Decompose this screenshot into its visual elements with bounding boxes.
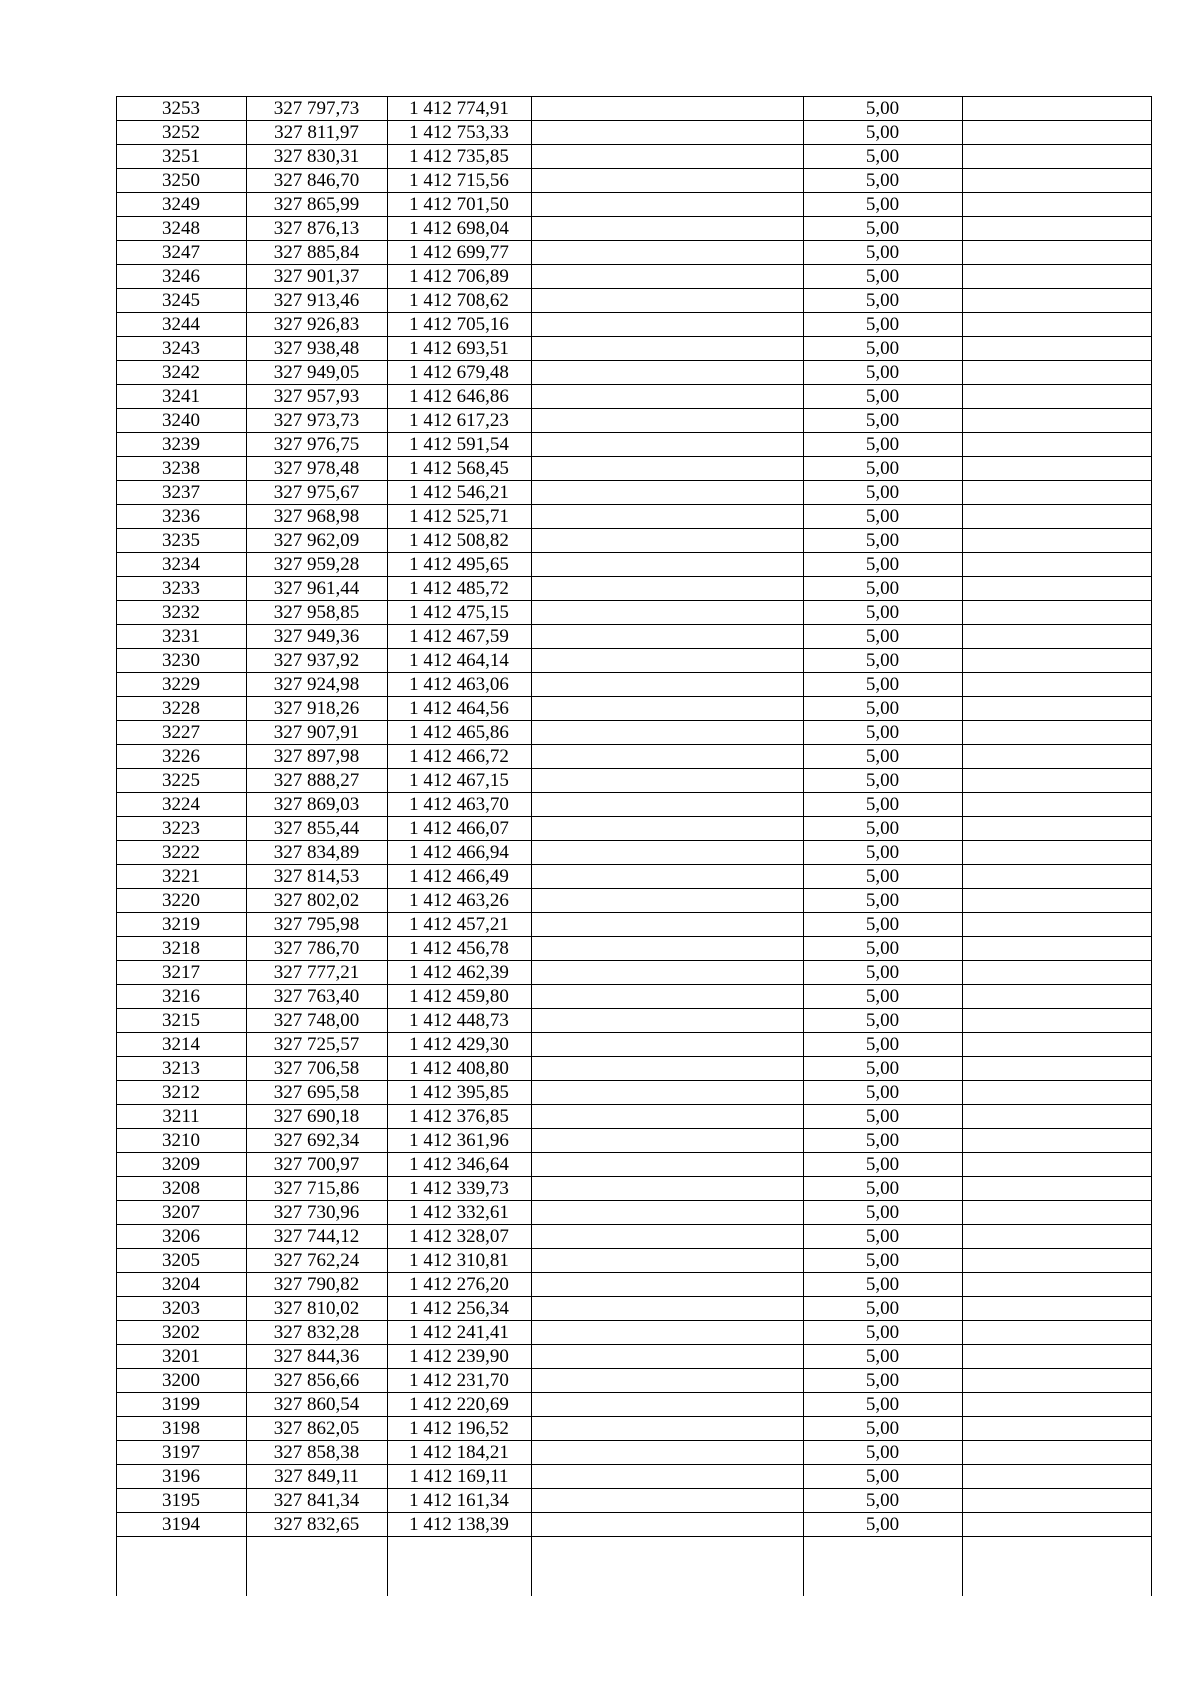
point-number-cell: 3194 bbox=[116, 1513, 246, 1537]
point-number-cell: 3235 bbox=[116, 529, 246, 553]
value-cell: 5,00 bbox=[803, 1225, 962, 1249]
y-coordinate-cell: 1 412 699,77 bbox=[387, 241, 531, 265]
point-number-cell: 3242 bbox=[116, 361, 246, 385]
y-coordinate-cell: 1 412 466,07 bbox=[387, 817, 531, 841]
value-cell: 5,00 bbox=[803, 697, 962, 721]
x-coordinate-cell: 327 706,58 bbox=[246, 1057, 387, 1081]
value-cell: 5,00 bbox=[803, 865, 962, 889]
column-line bbox=[962, 96, 963, 1596]
point-number-cell: 3198 bbox=[116, 1417, 246, 1441]
column-line bbox=[387, 96, 388, 1596]
value-cell: 5,00 bbox=[803, 193, 962, 217]
x-coordinate-cell: 327 797,73 bbox=[246, 97, 387, 121]
x-coordinate-cell: 327 692,34 bbox=[246, 1129, 387, 1153]
point-number-cell: 3248 bbox=[116, 217, 246, 241]
y-coordinate-cell: 1 412 568,45 bbox=[387, 457, 531, 481]
value-cell: 5,00 bbox=[803, 265, 962, 289]
x-coordinate-cell: 327 748,00 bbox=[246, 1009, 387, 1033]
value-cell: 5,00 bbox=[803, 505, 962, 529]
y-coordinate-cell: 1 412 708,62 bbox=[387, 289, 531, 313]
x-coordinate-cell: 327 832,28 bbox=[246, 1321, 387, 1345]
x-coordinate-cell: 327 690,18 bbox=[246, 1105, 387, 1129]
x-coordinate-cell: 327 810,02 bbox=[246, 1297, 387, 1321]
value-cell: 5,00 bbox=[803, 1513, 962, 1537]
value-cell: 5,00 bbox=[803, 673, 962, 697]
value-cell: 5,00 bbox=[803, 769, 962, 793]
y-coordinate-cell: 1 412 693,51 bbox=[387, 337, 531, 361]
point-number-cell: 3230 bbox=[116, 649, 246, 673]
y-coordinate-cell: 1 412 701,50 bbox=[387, 193, 531, 217]
point-number-cell: 3211 bbox=[116, 1105, 246, 1129]
y-coordinate-cell: 1 412 646,86 bbox=[387, 385, 531, 409]
y-coordinate-cell: 1 412 525,71 bbox=[387, 505, 531, 529]
x-coordinate-cell: 327 918,26 bbox=[246, 697, 387, 721]
point-number-cell: 3228 bbox=[116, 697, 246, 721]
value-cell: 5,00 bbox=[803, 97, 962, 121]
column-line bbox=[246, 96, 247, 1596]
value-cell: 5,00 bbox=[803, 457, 962, 481]
x-coordinate-cell: 327 862,05 bbox=[246, 1417, 387, 1441]
value-cell: 5,00 bbox=[803, 1249, 962, 1273]
point-number-cell: 3209 bbox=[116, 1153, 246, 1177]
point-number-cell: 3203 bbox=[116, 1297, 246, 1321]
point-number-cell: 3205 bbox=[116, 1249, 246, 1273]
y-coordinate-cell: 1 412 508,82 bbox=[387, 529, 531, 553]
y-coordinate-cell: 1 412 138,39 bbox=[387, 1513, 531, 1537]
point-number-cell: 3240 bbox=[116, 409, 246, 433]
point-number-cell: 3252 bbox=[116, 121, 246, 145]
y-coordinate-cell: 1 412 332,61 bbox=[387, 1201, 531, 1225]
point-number-cell: 3226 bbox=[116, 745, 246, 769]
x-coordinate-cell: 327 968,98 bbox=[246, 505, 387, 529]
value-cell: 5,00 bbox=[803, 1297, 962, 1321]
value-cell: 5,00 bbox=[803, 625, 962, 649]
y-coordinate-cell: 1 412 256,34 bbox=[387, 1297, 531, 1321]
value-cell: 5,00 bbox=[803, 217, 962, 241]
x-coordinate-cell: 327 978,48 bbox=[246, 457, 387, 481]
y-coordinate-cell: 1 412 456,78 bbox=[387, 937, 531, 961]
x-coordinate-cell: 327 860,54 bbox=[246, 1393, 387, 1417]
x-coordinate-cell: 327 790,82 bbox=[246, 1273, 387, 1297]
y-coordinate-cell: 1 412 466,49 bbox=[387, 865, 531, 889]
point-number-cell: 3214 bbox=[116, 1033, 246, 1057]
point-number-cell: 3202 bbox=[116, 1321, 246, 1345]
y-coordinate-cell: 1 412 376,85 bbox=[387, 1105, 531, 1129]
y-coordinate-cell: 1 412 465,86 bbox=[387, 721, 531, 745]
x-coordinate-cell: 327 926,83 bbox=[246, 313, 387, 337]
x-coordinate-cell: 327 959,28 bbox=[246, 553, 387, 577]
point-number-cell: 3225 bbox=[116, 769, 246, 793]
y-coordinate-cell: 1 412 591,54 bbox=[387, 433, 531, 457]
x-coordinate-cell: 327 913,46 bbox=[246, 289, 387, 313]
y-coordinate-cell: 1 412 467,15 bbox=[387, 769, 531, 793]
value-cell: 5,00 bbox=[803, 1201, 962, 1225]
x-coordinate-cell: 327 937,92 bbox=[246, 649, 387, 673]
x-coordinate-cell: 327 700,97 bbox=[246, 1153, 387, 1177]
x-coordinate-cell: 327 865,99 bbox=[246, 193, 387, 217]
point-number-cell: 3237 bbox=[116, 481, 246, 505]
x-coordinate-cell: 327 957,93 bbox=[246, 385, 387, 409]
column-line bbox=[803, 96, 804, 1596]
x-coordinate-cell: 327 885,84 bbox=[246, 241, 387, 265]
value-cell: 5,00 bbox=[803, 577, 962, 601]
y-coordinate-cell: 1 412 429,30 bbox=[387, 1033, 531, 1057]
y-coordinate-cell: 1 412 617,23 bbox=[387, 409, 531, 433]
point-number-cell: 3201 bbox=[116, 1345, 246, 1369]
value-cell: 5,00 bbox=[803, 145, 962, 169]
y-coordinate-cell: 1 412 467,59 bbox=[387, 625, 531, 649]
value-cell: 5,00 bbox=[803, 1129, 962, 1153]
y-coordinate-cell: 1 412 495,65 bbox=[387, 553, 531, 577]
point-number-cell: 3222 bbox=[116, 841, 246, 865]
y-coordinate-cell: 1 412 698,04 bbox=[387, 217, 531, 241]
x-coordinate-cell: 327 907,91 bbox=[246, 721, 387, 745]
point-number-cell: 3243 bbox=[116, 337, 246, 361]
value-cell: 5,00 bbox=[803, 1441, 962, 1465]
x-coordinate-cell: 327 938,48 bbox=[246, 337, 387, 361]
y-coordinate-cell: 1 412 241,41 bbox=[387, 1321, 531, 1345]
value-cell: 5,00 bbox=[803, 937, 962, 961]
y-coordinate-cell: 1 412 463,70 bbox=[387, 793, 531, 817]
point-number-cell: 3241 bbox=[116, 385, 246, 409]
value-cell: 5,00 bbox=[803, 817, 962, 841]
value-cell: 5,00 bbox=[803, 889, 962, 913]
value-cell: 5,00 bbox=[803, 1081, 962, 1105]
x-coordinate-cell: 327 855,44 bbox=[246, 817, 387, 841]
value-cell: 5,00 bbox=[803, 1393, 962, 1417]
y-coordinate-cell: 1 412 463,26 bbox=[387, 889, 531, 913]
x-coordinate-cell: 327 695,58 bbox=[246, 1081, 387, 1105]
y-coordinate-cell: 1 412 735,85 bbox=[387, 145, 531, 169]
y-coordinate-cell: 1 412 361,96 bbox=[387, 1129, 531, 1153]
y-coordinate-cell: 1 412 462,39 bbox=[387, 961, 531, 985]
point-number-cell: 3196 bbox=[116, 1465, 246, 1489]
point-number-cell: 3224 bbox=[116, 793, 246, 817]
value-cell: 5,00 bbox=[803, 433, 962, 457]
y-coordinate-cell: 1 412 196,52 bbox=[387, 1417, 531, 1441]
point-number-cell: 3227 bbox=[116, 721, 246, 745]
point-number-cell: 3253 bbox=[116, 97, 246, 121]
x-coordinate-cell: 327 762,24 bbox=[246, 1249, 387, 1273]
y-coordinate-cell: 1 412 679,48 bbox=[387, 361, 531, 385]
x-coordinate-cell: 327 795,98 bbox=[246, 913, 387, 937]
value-cell: 5,00 bbox=[803, 337, 962, 361]
y-coordinate-cell: 1 412 310,81 bbox=[387, 1249, 531, 1273]
point-number-cell: 3236 bbox=[116, 505, 246, 529]
y-coordinate-cell: 1 412 184,21 bbox=[387, 1441, 531, 1465]
x-coordinate-cell: 327 844,36 bbox=[246, 1345, 387, 1369]
value-cell: 5,00 bbox=[803, 313, 962, 337]
value-cell: 5,00 bbox=[803, 985, 962, 1009]
value-cell: 5,00 bbox=[803, 241, 962, 265]
x-coordinate-cell: 327 725,57 bbox=[246, 1033, 387, 1057]
value-cell: 5,00 bbox=[803, 1369, 962, 1393]
point-number-cell: 3221 bbox=[116, 865, 246, 889]
y-coordinate-cell: 1 412 231,70 bbox=[387, 1369, 531, 1393]
point-number-cell: 3233 bbox=[116, 577, 246, 601]
point-number-cell: 3229 bbox=[116, 673, 246, 697]
y-coordinate-cell: 1 412 463,06 bbox=[387, 673, 531, 697]
x-coordinate-cell: 327 744,12 bbox=[246, 1225, 387, 1249]
value-cell: 5,00 bbox=[803, 1465, 962, 1489]
x-coordinate-cell: 327 958,85 bbox=[246, 601, 387, 625]
x-coordinate-cell: 327 841,34 bbox=[246, 1489, 387, 1513]
column-line bbox=[1151, 96, 1152, 1596]
y-coordinate-cell: 1 412 466,72 bbox=[387, 745, 531, 769]
value-cell: 5,00 bbox=[803, 121, 962, 145]
value-cell: 5,00 bbox=[803, 289, 962, 313]
x-coordinate-cell: 327 834,89 bbox=[246, 841, 387, 865]
x-coordinate-cell: 327 763,40 bbox=[246, 985, 387, 1009]
point-number-cell: 3217 bbox=[116, 961, 246, 985]
x-coordinate-cell: 327 777,21 bbox=[246, 961, 387, 985]
y-coordinate-cell: 1 412 705,16 bbox=[387, 313, 531, 337]
point-number-cell: 3219 bbox=[116, 913, 246, 937]
y-coordinate-cell: 1 412 448,73 bbox=[387, 1009, 531, 1033]
x-coordinate-cell: 327 897,98 bbox=[246, 745, 387, 769]
y-coordinate-cell: 1 412 220,69 bbox=[387, 1393, 531, 1417]
point-number-cell: 3218 bbox=[116, 937, 246, 961]
value-cell: 5,00 bbox=[803, 793, 962, 817]
y-coordinate-cell: 1 412 464,56 bbox=[387, 697, 531, 721]
x-coordinate-cell: 327 949,05 bbox=[246, 361, 387, 385]
value-cell: 5,00 bbox=[803, 481, 962, 505]
y-coordinate-cell: 1 412 485,72 bbox=[387, 577, 531, 601]
x-coordinate-cell: 327 876,13 bbox=[246, 217, 387, 241]
value-cell: 5,00 bbox=[803, 169, 962, 193]
value-cell: 5,00 bbox=[803, 1321, 962, 1345]
point-number-cell: 3239 bbox=[116, 433, 246, 457]
point-number-cell: 3207 bbox=[116, 1201, 246, 1225]
y-coordinate-cell: 1 412 546,21 bbox=[387, 481, 531, 505]
point-number-cell: 3246 bbox=[116, 265, 246, 289]
y-coordinate-cell: 1 412 464,14 bbox=[387, 649, 531, 673]
y-coordinate-cell: 1 412 239,90 bbox=[387, 1345, 531, 1369]
x-coordinate-cell: 327 814,53 bbox=[246, 865, 387, 889]
column-line bbox=[531, 96, 532, 1596]
y-coordinate-cell: 1 412 328,07 bbox=[387, 1225, 531, 1249]
x-coordinate-cell: 327 901,37 bbox=[246, 265, 387, 289]
value-cell: 5,00 bbox=[803, 1177, 962, 1201]
value-cell: 5,00 bbox=[803, 1273, 962, 1297]
y-coordinate-cell: 1 412 459,80 bbox=[387, 985, 531, 1009]
x-coordinate-cell: 327 976,75 bbox=[246, 433, 387, 457]
point-number-cell: 3234 bbox=[116, 553, 246, 577]
value-cell: 5,00 bbox=[803, 745, 962, 769]
point-number-cell: 3200 bbox=[116, 1369, 246, 1393]
x-coordinate-cell: 327 973,73 bbox=[246, 409, 387, 433]
x-coordinate-cell: 327 961,44 bbox=[246, 577, 387, 601]
y-coordinate-cell: 1 412 706,89 bbox=[387, 265, 531, 289]
x-coordinate-cell: 327 811,97 bbox=[246, 121, 387, 145]
point-number-cell: 3199 bbox=[116, 1393, 246, 1417]
value-cell: 5,00 bbox=[803, 841, 962, 865]
x-coordinate-cell: 327 856,66 bbox=[246, 1369, 387, 1393]
x-coordinate-cell: 327 888,27 bbox=[246, 769, 387, 793]
x-coordinate-cell: 327 869,03 bbox=[246, 793, 387, 817]
x-coordinate-cell: 327 949,36 bbox=[246, 625, 387, 649]
point-number-cell: 3206 bbox=[116, 1225, 246, 1249]
point-number-cell: 3215 bbox=[116, 1009, 246, 1033]
value-cell: 5,00 bbox=[803, 1105, 962, 1129]
y-coordinate-cell: 1 412 276,20 bbox=[387, 1273, 531, 1297]
y-coordinate-cell: 1 412 753,33 bbox=[387, 121, 531, 145]
x-coordinate-cell: 327 849,11 bbox=[246, 1465, 387, 1489]
point-number-cell: 3250 bbox=[116, 169, 246, 193]
point-number-cell: 3210 bbox=[116, 1129, 246, 1153]
value-cell: 5,00 bbox=[803, 1009, 962, 1033]
value-cell: 5,00 bbox=[803, 1417, 962, 1441]
point-number-cell: 3220 bbox=[116, 889, 246, 913]
value-cell: 5,00 bbox=[803, 913, 962, 937]
point-number-cell: 3247 bbox=[116, 241, 246, 265]
value-cell: 5,00 bbox=[803, 385, 962, 409]
y-coordinate-cell: 1 412 466,94 bbox=[387, 841, 531, 865]
point-number-cell: 3216 bbox=[116, 985, 246, 1009]
x-coordinate-cell: 327 715,86 bbox=[246, 1177, 387, 1201]
x-coordinate-cell: 327 786,70 bbox=[246, 937, 387, 961]
point-number-cell: 3195 bbox=[116, 1489, 246, 1513]
value-cell: 5,00 bbox=[803, 601, 962, 625]
x-coordinate-cell: 327 846,70 bbox=[246, 169, 387, 193]
value-cell: 5,00 bbox=[803, 1057, 962, 1081]
point-number-cell: 3238 bbox=[116, 457, 246, 481]
x-coordinate-cell: 327 802,02 bbox=[246, 889, 387, 913]
point-number-cell: 3249 bbox=[116, 193, 246, 217]
value-cell: 5,00 bbox=[803, 1345, 962, 1369]
x-coordinate-cell: 327 962,09 bbox=[246, 529, 387, 553]
x-coordinate-cell: 327 858,38 bbox=[246, 1441, 387, 1465]
value-cell: 5,00 bbox=[803, 553, 962, 577]
x-coordinate-cell: 327 832,65 bbox=[246, 1513, 387, 1537]
point-number-cell: 3213 bbox=[116, 1057, 246, 1081]
x-coordinate-cell: 327 830,31 bbox=[246, 145, 387, 169]
y-coordinate-cell: 1 412 161,34 bbox=[387, 1489, 531, 1513]
point-number-cell: 3208 bbox=[116, 1177, 246, 1201]
value-cell: 5,00 bbox=[803, 409, 962, 433]
point-number-cell: 3244 bbox=[116, 313, 246, 337]
point-number-cell: 3232 bbox=[116, 601, 246, 625]
y-coordinate-cell: 1 412 346,64 bbox=[387, 1153, 531, 1177]
value-cell: 5,00 bbox=[803, 1489, 962, 1513]
value-cell: 5,00 bbox=[803, 1033, 962, 1057]
point-number-cell: 3197 bbox=[116, 1441, 246, 1465]
y-coordinate-cell: 1 412 475,15 bbox=[387, 601, 531, 625]
value-cell: 5,00 bbox=[803, 721, 962, 745]
point-number-cell: 3204 bbox=[116, 1273, 246, 1297]
y-coordinate-cell: 1 412 339,73 bbox=[387, 1177, 531, 1201]
value-cell: 5,00 bbox=[803, 961, 962, 985]
point-number-cell: 3212 bbox=[116, 1081, 246, 1105]
x-coordinate-cell: 327 975,67 bbox=[246, 481, 387, 505]
value-cell: 5,00 bbox=[803, 529, 962, 553]
column-line bbox=[116, 96, 117, 1596]
value-cell: 5,00 bbox=[803, 649, 962, 673]
y-coordinate-cell: 1 412 408,80 bbox=[387, 1057, 531, 1081]
point-number-cell: 3223 bbox=[116, 817, 246, 841]
value-cell: 5,00 bbox=[803, 1153, 962, 1177]
y-coordinate-cell: 1 412 774,91 bbox=[387, 97, 531, 121]
y-coordinate-cell: 1 412 715,56 bbox=[387, 169, 531, 193]
y-coordinate-cell: 1 412 395,85 bbox=[387, 1081, 531, 1105]
y-coordinate-cell: 1 412 169,11 bbox=[387, 1465, 531, 1489]
point-number-cell: 3231 bbox=[116, 625, 246, 649]
value-cell: 5,00 bbox=[803, 361, 962, 385]
x-coordinate-cell: 327 730,96 bbox=[246, 1201, 387, 1225]
point-number-cell: 3251 bbox=[116, 145, 246, 169]
x-coordinate-cell: 327 924,98 bbox=[246, 673, 387, 697]
point-number-cell: 3245 bbox=[116, 289, 246, 313]
table-frame bbox=[116, 96, 1151, 1596]
y-coordinate-cell: 1 412 457,21 bbox=[387, 913, 531, 937]
